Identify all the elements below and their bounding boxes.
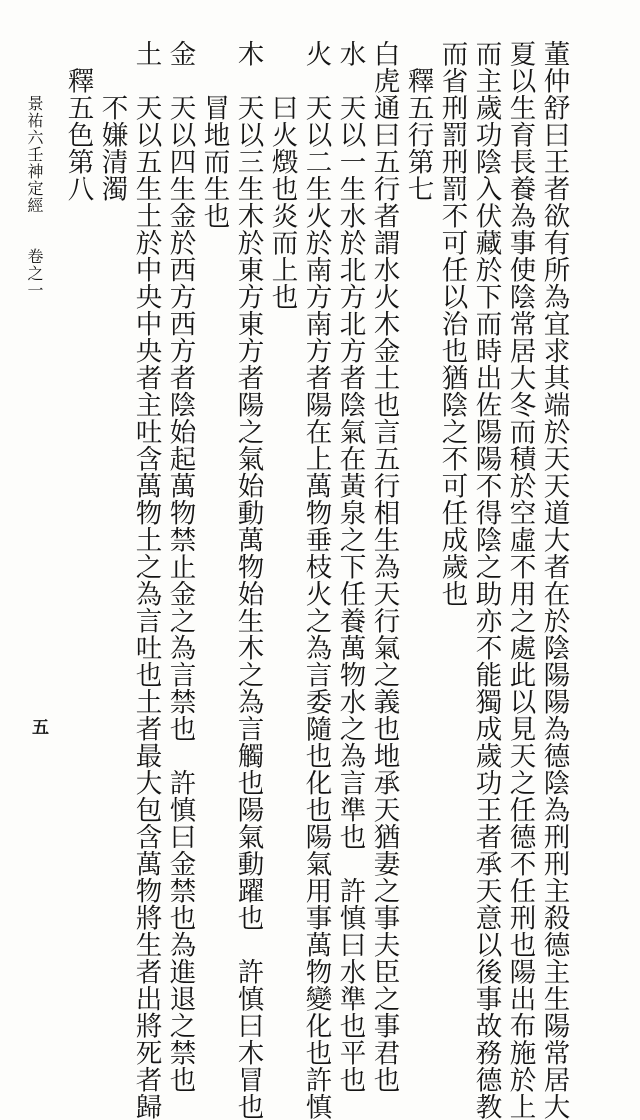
entry-wood-continued: 冒地而生也 <box>198 40 230 229</box>
section-heading-wuxing: 釋五行第七 <box>402 40 434 202</box>
text-column-3: 而主歲功陰入伏藏於下而時出佐陽陽不得陰之助亦不能獨成歲功王者承天意以後事故務德教 <box>470 40 502 1120</box>
text-column-2: 夏以生育長養為事使陰常居大冬而積於空虛不用之處此以見天之任德不任刑也陽出布施於上 <box>504 40 536 1120</box>
entry-fire: 火 天以二生火於南方南方者陽在上萬物垂枝火之為言委隨也化也陽氣用事萬物變化也許慎 <box>300 40 332 1120</box>
entry-wood: 木 天以三生木於東方東方者陽之氣始動萬物始生木之為言觸也陽氣動躍也 許慎曰木冒也 <box>232 40 264 1120</box>
entry-fire-continued: 曰火燬也炎而上也 <box>266 40 298 310</box>
entry-metal: 金 天以四生金於西方西方者陰始起萬物禁止金之為言禁也 許慎曰金禁也為進退之禁也 <box>164 40 196 1093</box>
section-heading-wuse: 釋五色第八 <box>62 40 94 202</box>
text-column-6: 白虎通曰五行者謂水火木金土也言五行相生為天行氣之義也地承天猶妻之事夫臣之事君也 <box>368 40 400 1093</box>
page-number: 五 <box>28 718 48 735</box>
running-header: 景祐六壬神定經 卷之一 <box>25 95 44 299</box>
text-column-4: 而省刑罰刑罰不可任以治也猶陰之不可任成歲也 <box>436 40 468 607</box>
text-column-1: 董仲舒曰王者欲有所為宜求其端於天天道大者在於陰陽陽為德陰為刑刑主殺德主生陽常居大 <box>538 40 570 1120</box>
entry-earth: 土 天以五生土於中央中央者主吐含萬物土之為言吐也土者最大包含萬物將生者出將死者歸 <box>130 40 162 1120</box>
entry-earth-continued: 不嫌清濁 <box>96 40 128 202</box>
entry-water: 水 天以一生水於北方北方者陰氣在黃泉之下任養萬物水之為言準也 許慎曰水準也平也 <box>334 40 366 1093</box>
